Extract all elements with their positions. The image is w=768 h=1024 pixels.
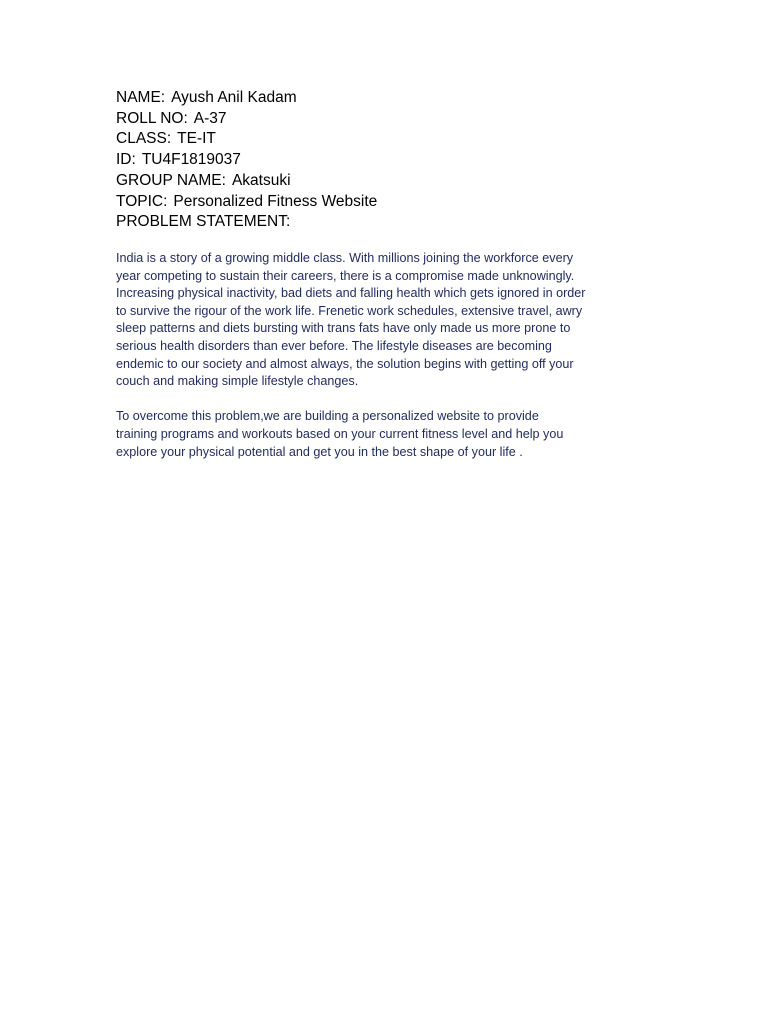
problem-label: PROBLEM STATEMENT: (116, 213, 291, 231)
paragraph-1-line: couch and making simple lifestyle changes. (116, 374, 359, 389)
group-line (116, 171, 676, 192)
paragraph-1-line: India is a story of a growing middle class. With millions joining the workforce every (116, 251, 574, 265)
topic-value: Personalized Fitness Website (173, 192, 378, 210)
id-label: ID: (116, 151, 136, 169)
topic-label: TOPIC: (116, 192, 168, 210)
paragraph-1-line: year competing to sustain their careers, there is a compromise made unknowingly. (116, 268, 575, 283)
name-label: NAME: (116, 89, 166, 106)
id-line (116, 150, 676, 171)
paragraph-1 (116, 250, 661, 391)
class-line (116, 129, 676, 150)
roll-value: A-37 (193, 109, 227, 127)
student-details (116, 88, 676, 233)
group-value: Akatsuki (231, 171, 291, 189)
name-value: Ayush Anil Kadam (171, 89, 297, 106)
problem-statement-heading (116, 212, 676, 233)
paragraph-2-line: training programs and workouts based on your current fitness level and help you (116, 426, 564, 441)
id-value: TU4F1819037 (141, 151, 241, 169)
paragraph-1-line: endemic to our society and almost always, the solution begins with getting off your (116, 356, 574, 371)
roll-line (116, 109, 676, 130)
paragraph-1-line: to survive the rigour of the work life. Frenetic work schedules, extensive travel, awry (116, 303, 583, 318)
group-label: GROUP NAME: (116, 171, 226, 189)
paragraph-1-line: Increasing physical inactivity, bad diets and falling health which gets ignored in order (116, 286, 586, 301)
class-value: TE-IT (177, 130, 216, 148)
name-line (116, 88, 676, 109)
topic-line (116, 192, 676, 213)
problem-statement-body (116, 250, 661, 461)
paragraph-2-line: To overcome this problem,we are building a personalized website to provide (116, 409, 539, 424)
paragraph-1-line: sleep patterns and diets bursting with trans fats have only made us more prone to (116, 321, 571, 336)
class-label: CLASS: (116, 130, 172, 148)
paragraph-2 (116, 408, 661, 461)
roll-label: ROLL NO: (116, 109, 188, 127)
paragraph-1-line: serious health disorders than ever before. The lifestyle diseases are becoming (116, 338, 552, 353)
paragraph-2-line: explore your physical potential and get you in the best shape of your life . (116, 444, 523, 459)
